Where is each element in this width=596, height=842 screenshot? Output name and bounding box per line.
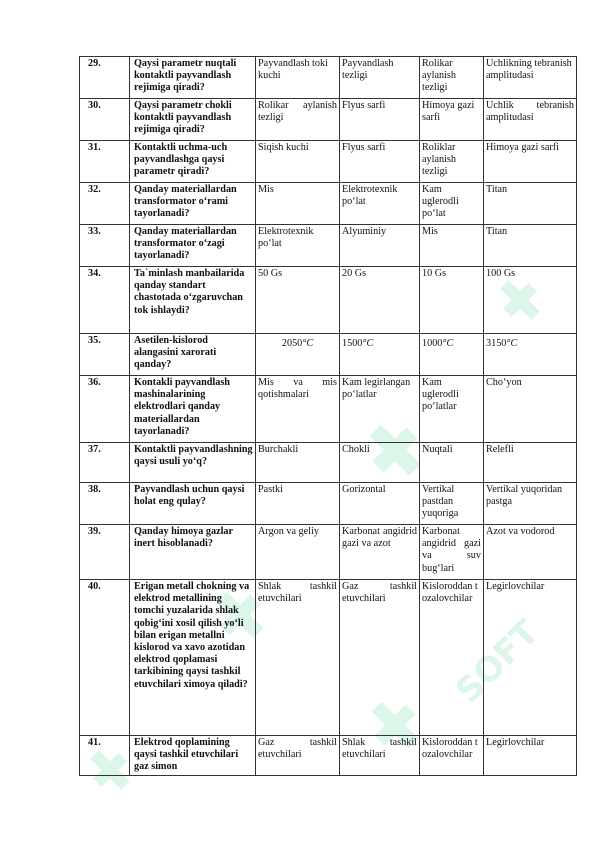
question-number: 36. xyxy=(80,376,130,443)
answer-c: Roliklar aylanish tezligi xyxy=(420,141,484,183)
answer-d: Relefli xyxy=(484,443,577,483)
question-text: Ta`minlash manbailarida qanday standart chastotada o‘zgaruvchan tok ishlaydi? xyxy=(130,267,256,334)
answer-d xyxy=(484,334,577,376)
answer-b: 20 Gs xyxy=(340,267,420,334)
question-text: Qaysi parametr chokli kontaktli payvandlash rejimiga qiradi? xyxy=(130,99,256,141)
answer-d: Uchlikning tebranish amplitudasi xyxy=(484,57,577,99)
answer-c: Mis xyxy=(420,225,484,267)
answer-a: Elektrotexnik po‘lat xyxy=(256,225,340,267)
answer-a: Shlak tashkil etuvchilari xyxy=(256,580,340,736)
answer-c: Kam uglerodli po‘latlar xyxy=(420,376,484,443)
answer-c: Karbonat angidrid gazi va suv bug‘lari xyxy=(420,525,484,580)
answer-b: Gaz tashkil etuvchilari xyxy=(340,580,420,736)
table-row xyxy=(80,376,577,443)
answer-a: Gaz tashkil etuvchilari xyxy=(256,736,340,776)
question-number: 33. xyxy=(80,225,130,267)
answer-d: Legirlovchilar xyxy=(484,580,577,736)
answer-d: Legirlovchilar xyxy=(484,736,577,776)
question-number: 35. xyxy=(80,334,130,376)
question-number: 32. xyxy=(80,183,130,225)
answer-d: Titan xyxy=(484,183,577,225)
table-row xyxy=(80,443,577,483)
answer-b: Kam legirlangan po‘latlar xyxy=(340,376,420,443)
answer-b: Gorizontal xyxy=(340,483,420,525)
answer-a: 50 Gs xyxy=(256,267,340,334)
answer-c: Kam uglerodli po‘lat xyxy=(420,183,484,225)
answer-a: Mis xyxy=(256,183,340,225)
question-text: Qanday himoya gazlar inert hisoblanadi? xyxy=(130,525,256,580)
question-text: Kontaktli payvandlashning qaysi usuli yo‘q? xyxy=(130,443,256,483)
unit: °C xyxy=(362,338,374,349)
question-text: Payvandlash uchun qaysi holat eng qulay? xyxy=(130,483,256,525)
question-text: Asetilen-kislorod alangasini xarorati qanday? xyxy=(130,334,256,376)
table-row xyxy=(80,141,577,183)
question-number: 38. xyxy=(80,483,130,525)
answer-c xyxy=(420,334,484,376)
table-row xyxy=(80,334,577,376)
answer-c: Vertikal pastdan yuqoriga xyxy=(420,483,484,525)
question-number: 31. xyxy=(80,141,130,183)
value: 1000 xyxy=(422,338,443,349)
unit: °C xyxy=(506,338,518,349)
answer-d: Uchlik tebranish amplitudasi xyxy=(484,99,577,141)
answer-a: Payvandlash toki kuchi xyxy=(256,57,340,99)
answer-b: Shlak tashkil etuvchilari xyxy=(340,736,420,776)
question-text: Qaysi parametr nuqtali kontaktli payvandlash rejimiga qiradi? xyxy=(130,57,256,99)
question-text: Qanday materiallardan transformator o‘zagi tayorlanadi? xyxy=(130,225,256,267)
answer-a: Pastki xyxy=(256,483,340,525)
answer-b: Chokli xyxy=(340,443,420,483)
question-number: 37. xyxy=(80,443,130,483)
question-text: Kontaktli uchma-uch payvandlashga qaysi parametr qiradi? xyxy=(130,141,256,183)
answer-b xyxy=(340,334,420,376)
value: 2050 xyxy=(281,338,303,349)
unit: °C xyxy=(442,338,454,349)
answer-d: Titan xyxy=(484,225,577,267)
answer-a: Mis va mis qotishmalari xyxy=(256,376,340,443)
table-row xyxy=(80,267,577,334)
answer-b: Flyus sarfi xyxy=(340,141,420,183)
table-row xyxy=(80,580,577,736)
table-row xyxy=(80,57,577,99)
table-row xyxy=(80,183,577,225)
answer-c: Himoya gazi sarfi xyxy=(420,99,484,141)
answer-a: Rolikar aylanish tezligi xyxy=(256,99,340,141)
table-row xyxy=(80,525,577,580)
answer-b: Elektrotexnik po‘lat xyxy=(340,183,420,225)
watermark-text: SOFT xyxy=(448,612,547,712)
question-text: Qanday materiallardan transformator o‘rami tayorlanadi? xyxy=(130,183,256,225)
answer-d: Vertikal yuqoridan pastga xyxy=(484,483,577,525)
answer-d: Cho‘yon xyxy=(484,376,577,443)
question-number: 34. xyxy=(80,267,130,334)
answer-b: Payvandlash tezligi xyxy=(340,57,420,99)
answer-d: Himoya gazi sarfi xyxy=(484,141,577,183)
answer-a: Siqish kuchi xyxy=(256,141,340,183)
answer-a: Argon va geliy xyxy=(256,525,340,580)
question-text: Elektrod qoplamining qaysi tashkil etuvchilari gaz simon xyxy=(130,736,256,776)
question-text: Kontakli payvandlash mashinalarining elektrodlari qanday materiallardan tayorlanadi? xyxy=(130,376,256,443)
answer-b: Karbonat angidrid gazi va azot xyxy=(340,525,420,580)
answer-d: Azot va vodorod xyxy=(484,525,577,580)
table-row xyxy=(80,99,577,141)
questions-table xyxy=(79,56,577,776)
questions-table-body xyxy=(80,57,577,776)
table-row xyxy=(80,736,577,776)
answer-c: Kisloroddan tozalovchilar xyxy=(420,580,484,736)
table-row xyxy=(80,483,577,525)
question-number: 39. xyxy=(80,525,130,580)
unit: °C xyxy=(302,338,314,349)
answer-c: Rolikar aylanish tezligi xyxy=(420,57,484,99)
answer-c: 10 Gs xyxy=(420,267,484,334)
table-row xyxy=(80,225,577,267)
answer-a: Burchakli xyxy=(256,443,340,483)
question-text: Erigan metall chokning va elektrod metallining tomchi yuzalarida shlak qobig‘ini xosil qilish yo‘li bilan erigan metallni kislorod va xavo azotidan elektrod qoplamasi tarkibining qaysi tashkil etuvchilari ximoya qiladi? xyxy=(130,580,256,736)
question-number: 29. xyxy=(80,57,130,99)
answer-b: Flyus sarfi xyxy=(340,99,420,141)
answer-c: Nuqtali xyxy=(420,443,484,483)
answer-c: Kisloroddan tozalovchilar xyxy=(420,736,484,776)
question-number: 30. xyxy=(80,99,130,141)
answer-d: 100 Gs xyxy=(484,267,577,334)
answer-a xyxy=(256,334,340,376)
value: 1500 xyxy=(342,338,363,349)
value: 3150 xyxy=(486,338,507,349)
answer-b: Alyuminiy xyxy=(340,225,420,267)
question-number: 40. xyxy=(80,580,130,736)
question-number: 41. xyxy=(80,736,130,776)
